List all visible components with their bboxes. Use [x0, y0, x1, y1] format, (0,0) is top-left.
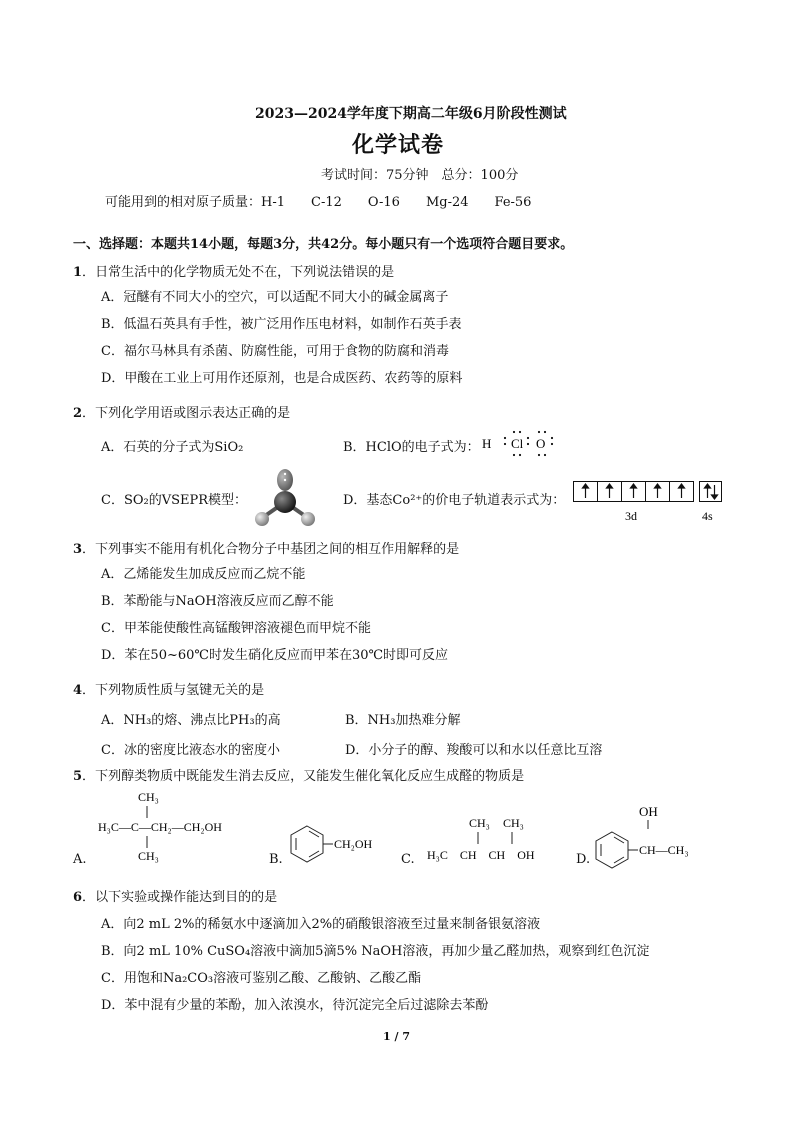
q2-option-d: D．基态Co²⁺的价电子轨道表示式为：: [343, 493, 566, 508]
struct-d-main: CH—CH₃: [639, 843, 689, 857]
orbital-label-3d: 3d: [625, 509, 637, 523]
q1-option-a: A．冠醚有不同大小的空穴，可以适配不同大小的碱金属离子: [101, 290, 449, 305]
struct-b-sub: CH₂OH: [334, 837, 373, 851]
q5-option-d-label: D.: [576, 852, 591, 867]
exam-info: 考试时间：75分钟 总分：100分: [321, 168, 519, 183]
question-stem: 下列物质性质与氢键无关的是: [95, 683, 265, 698]
orbital-label-4s: 4s: [702, 509, 713, 523]
question-number: 3: [73, 542, 83, 557]
question-stem: 日常生活中的化学物质无处不在，下列说法错误的是: [95, 265, 395, 280]
q1-option-d: D．甲酸在工业上可用作还原剂，也是合成医药、农药等的原料: [101, 371, 463, 386]
question-stem: 下列化学用语或图示表达正确的是: [95, 406, 291, 421]
struct-a-top: CH₃: [138, 790, 159, 804]
q2-option-b: B．HClO的电子式为：: [343, 440, 480, 455]
lewis-cl: Cl: [511, 436, 524, 451]
question-6: 6．以下实验或操作能达到目的的是: [73, 890, 278, 905]
struct-d-top: OH: [639, 804, 658, 819]
section-heading: 一、选择题：本题共14小题，每题3分，共42分。每小题只有一个选项符合题目要求。: [73, 237, 574, 252]
q5-structure-a: [96, 788, 258, 864]
q6-option-a: A．向2 mL 2%的稀氨水中逐滴加入2%的硝酸银溶液至过量来制备银氨溶液: [101, 917, 541, 932]
struct-a-bottom: CH₃: [138, 849, 159, 863]
question-number: 5: [73, 769, 83, 784]
q1-option-c: C．福尔马林具有杀菌、防腐性能，可用于食物的防腐和消毒: [101, 344, 449, 359]
lewis-o: O: [536, 436, 546, 451]
page-number: 1 / 7: [383, 1030, 410, 1043]
question-stem: 下列醇类物质中既能发生消去反应，又能发生催化氧化反应生成醛的物质是: [95, 769, 525, 784]
q5-option-b-label: B.: [269, 852, 283, 867]
so2-vsepr-model: [248, 466, 322, 528]
q5-structure-c: [425, 815, 575, 867]
q5-option-c-label: C.: [401, 852, 415, 867]
question-2: 2．下列化学用语或图示表达正确的是: [73, 406, 291, 421]
question-number: 6: [73, 890, 83, 905]
q1-option-b: B．低温石英具有手性，被广泛用作压电材料，如制作石英手表: [101, 317, 462, 332]
question-4: 4．下列物质性质与氢键无关的是: [73, 683, 265, 698]
struct-c-top1: CH₃: [469, 816, 490, 830]
q3-option-b: B．苯酚能与NaOH溶液反应而乙醇不能: [101, 594, 334, 609]
q4-option-c: C．冰的密度比液态水的密度小: [101, 743, 280, 758]
q5-structure-d: [592, 828, 712, 872]
q3-option-a: A．乙烯能发生加成反应而乙烷不能: [101, 567, 306, 582]
question-number: 4: [73, 683, 83, 698]
q3-option-d: D．苯在50~60℃时发生硝化反应而甲苯在30℃时即可反应: [101, 648, 449, 663]
q6-option-d: D．苯中混有少量的苯酚，加入浓溴水，待沉淀完全后过滤除去苯酚: [101, 998, 489, 1013]
q4-option-a: A．NH₃的熔、沸点比PH₃的高: [101, 713, 281, 728]
lewis-h: H: [482, 436, 492, 451]
q2-option-a: A．石英的分子式为SiO₂: [101, 440, 244, 455]
q2-option-c: C．SO₂的VSEPR模型：: [101, 493, 248, 508]
question-1: 1．日常生活中的化学物质无处不在，下列说法错误的是: [73, 265, 395, 280]
exam-title: 2023—2024学年度下期高二年级6月阶段性测试: [255, 106, 567, 122]
question-number: 2: [73, 406, 83, 421]
q6-option-c: C．用饱和Na₂CO₃溶液可鉴别乙酸、乙酸钠、乙酸乙酯: [101, 971, 422, 986]
question-stem: 下列事实不能用有机化合物分子中基团之间的相互作用解释的是: [95, 542, 460, 557]
co2-orbital-diagram: [573, 478, 723, 524]
question-stem: 以下实验或操作能达到目的的是: [95, 890, 278, 905]
struct-c-top2: CH₃: [503, 816, 524, 830]
atomic-mass-line: 可能用到的相对原子质量：H-1 C-12 O-16 Mg-24 Fe-56: [105, 195, 532, 210]
struct-a-main: H₃C—C—CH₂—CH₂OH: [98, 820, 222, 834]
q5-structure-d-oh: [632, 802, 672, 830]
q4-option-b: B．NH₃加热难分解: [345, 713, 461, 728]
subject-title: 化学试卷: [352, 132, 445, 158]
q4-option-d: D．小分子的醇、羧酸可以和水以任意比互溶: [345, 743, 603, 758]
q5-option-a-label: A.: [73, 852, 87, 867]
question-5: 5．下列醇类物质中既能发生消去反应，又能发生催化氧化反应生成醛的物质是: [73, 769, 525, 784]
hclo-lewis-structure: [478, 424, 558, 460]
struct-c-main: H₃C CH CH OH: [427, 848, 535, 862]
q6-option-b: B．向2 mL 10% CuSO₄溶液中滴加5滴5% NaOH溶液，再加少量乙醛加热，观察到红色沉淀: [101, 944, 650, 959]
q5-structure-b: [285, 822, 395, 868]
q3-option-c: C．甲苯能使酸性高锰酸钾溶液褪色而甲烷不能: [101, 621, 371, 636]
question-number: 1: [73, 265, 83, 280]
question-3: 3．下列事实不能用有机化合物分子中基团之间的相互作用解释的是: [73, 542, 460, 557]
